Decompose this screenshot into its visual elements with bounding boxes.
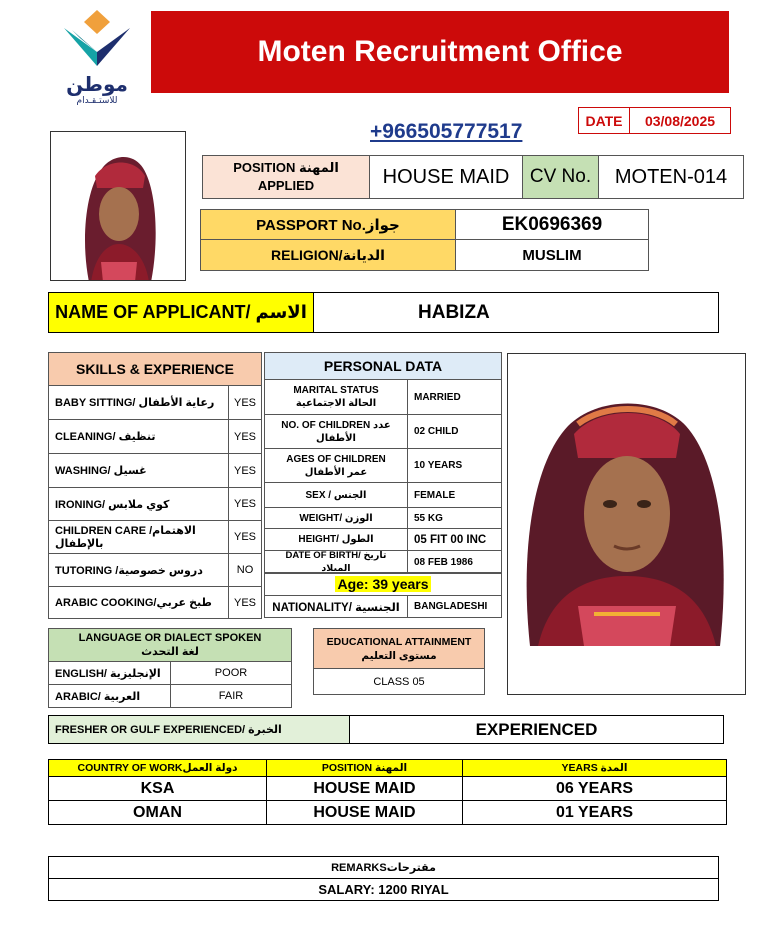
skill-label: IRONING/ كوي ملابس	[48, 487, 229, 521]
name-label: NAME OF APPLICANT/ الاسم	[48, 292, 314, 333]
experience-value: EXPERIENCED	[349, 715, 724, 744]
skills-title: SKILLS & EXPERIENCE	[48, 352, 262, 386]
personal-data-value: 05 FIT 00 INC	[407, 528, 502, 551]
skill-value: YES	[228, 419, 262, 454]
remarks-title: REMARKSمقترحات	[48, 856, 719, 879]
skill-value: YES	[228, 487, 262, 521]
education-title-en: EDUCATIONAL ATTAINMENT	[326, 635, 472, 648]
work-header-position: POSITION المهنة	[266, 759, 463, 777]
skill-label: TUTORING /دروس خصوصية	[48, 553, 229, 587]
phone-link[interactable]: +966505777517	[370, 120, 523, 143]
languages-title-ar: لغة التحدث	[141, 646, 199, 658]
logo-text: موطن	[66, 74, 128, 96]
date-value: 03/08/2025	[629, 107, 731, 134]
age-value: Age: 39 years	[337, 576, 429, 592]
work-country: KSA	[48, 776, 267, 801]
name-value: HABIZA	[313, 292, 719, 333]
language-label: ENGLISH/ الإنجليزية	[48, 661, 171, 685]
cv-label: CV No.	[522, 155, 599, 199]
personal-data-value: 55 KG	[407, 507, 502, 529]
nationality-label: NATIONALITY/ الجنسية	[264, 595, 408, 618]
skill-label: WASHING/ غسيل	[48, 453, 229, 488]
personal-data-value: 02 CHILD	[407, 414, 502, 449]
religion-value: MUSLIM	[455, 239, 649, 271]
work-country: OMAN	[48, 800, 267, 825]
education-title	[313, 628, 485, 669]
work-header-years: YEARS المدة	[462, 759, 727, 777]
skill-label: BABY SITTING/ رعاية الأطفال	[48, 385, 229, 420]
personal-data-label: SEX / الجنس	[264, 482, 408, 508]
personal-data-label: NO. OF CHILDREN عدد الأطفال	[264, 414, 408, 449]
work-position: HOUSE MAID	[266, 776, 463, 801]
work-position: HOUSE MAID	[266, 800, 463, 825]
remarks-value: SALARY: 1200 RIYAL	[48, 878, 719, 901]
personal-data-title: PERSONAL DATA	[264, 352, 502, 380]
language-label: ARABIC/ العربية	[48, 684, 171, 708]
cv-value: MOTEN-014	[598, 155, 744, 199]
language-value: POOR	[170, 661, 292, 685]
personal-data-value: 10 YEARS	[407, 448, 502, 483]
language-value: FAIR	[170, 684, 292, 708]
experience-label: FRESHER OR GULF EXPERIENCED/ الخبرة	[48, 715, 350, 744]
personal-data-label: DATE OF BIRTH/ تاريخ الميلاد	[264, 550, 408, 574]
skill-label: ARABIC COOKING/طبخ عربي	[48, 586, 229, 619]
religion-label: RELIGION/الديانة	[200, 239, 456, 271]
education-title-ar: مستوى التعليم	[361, 649, 437, 662]
office-title-banner: Moten Recruitment Office	[151, 11, 729, 93]
skill-label: CLEANING/ تنظيف	[48, 419, 229, 454]
personal-data-value: FEMALE	[407, 482, 502, 508]
personal-data-label: MARITAL STATUS الحالة الاجتماعية	[264, 379, 408, 415]
logo-icon	[58, 8, 136, 70]
languages-title-en: LANGUAGE OR DIALECT SPOKEN	[78, 632, 262, 644]
personal-data-label: WEIGHT/ الوزن	[264, 507, 408, 529]
skill-value: YES	[228, 586, 262, 619]
education-value: CLASS 05	[313, 668, 485, 695]
age-row	[264, 572, 502, 596]
skill-value: NO	[228, 553, 262, 587]
work-years: 06 YEARS	[462, 776, 727, 801]
skill-value: YES	[228, 385, 262, 420]
personal-data-value: MARRIED	[407, 379, 502, 415]
passport-label: PASSPORT No.جواز	[200, 209, 456, 240]
position-value: HOUSE MAID	[369, 155, 523, 199]
date-label: DATE	[578, 107, 630, 134]
work-header-country: COUNTRY OF WORKدولة العمل	[48, 759, 267, 777]
company-logo	[58, 8, 136, 105]
languages-title	[48, 628, 292, 662]
personal-data-label: AGES OF CHILDREN عمر الأطفال	[264, 448, 408, 483]
personal-data-label: HEIGHT/ الطول	[264, 528, 408, 551]
logo-subtext: للاستـقـدام	[76, 95, 118, 105]
position-label: POSITION المهنة APPLIED	[202, 155, 370, 199]
skill-label: CHILDREN CARE /الاهتمام بالإطفال	[48, 520, 229, 554]
passport-value: EK0696369	[455, 209, 649, 240]
skill-value: YES	[228, 520, 262, 554]
work-years: 01 YEARS	[462, 800, 727, 825]
nationality-value: BANGLADESHI	[407, 595, 502, 618]
applicant-photo-large	[507, 353, 746, 695]
personal-data-value: 08 FEB 1986	[407, 550, 502, 574]
skill-value: YES	[228, 453, 262, 488]
applicant-photo-small	[50, 131, 186, 281]
